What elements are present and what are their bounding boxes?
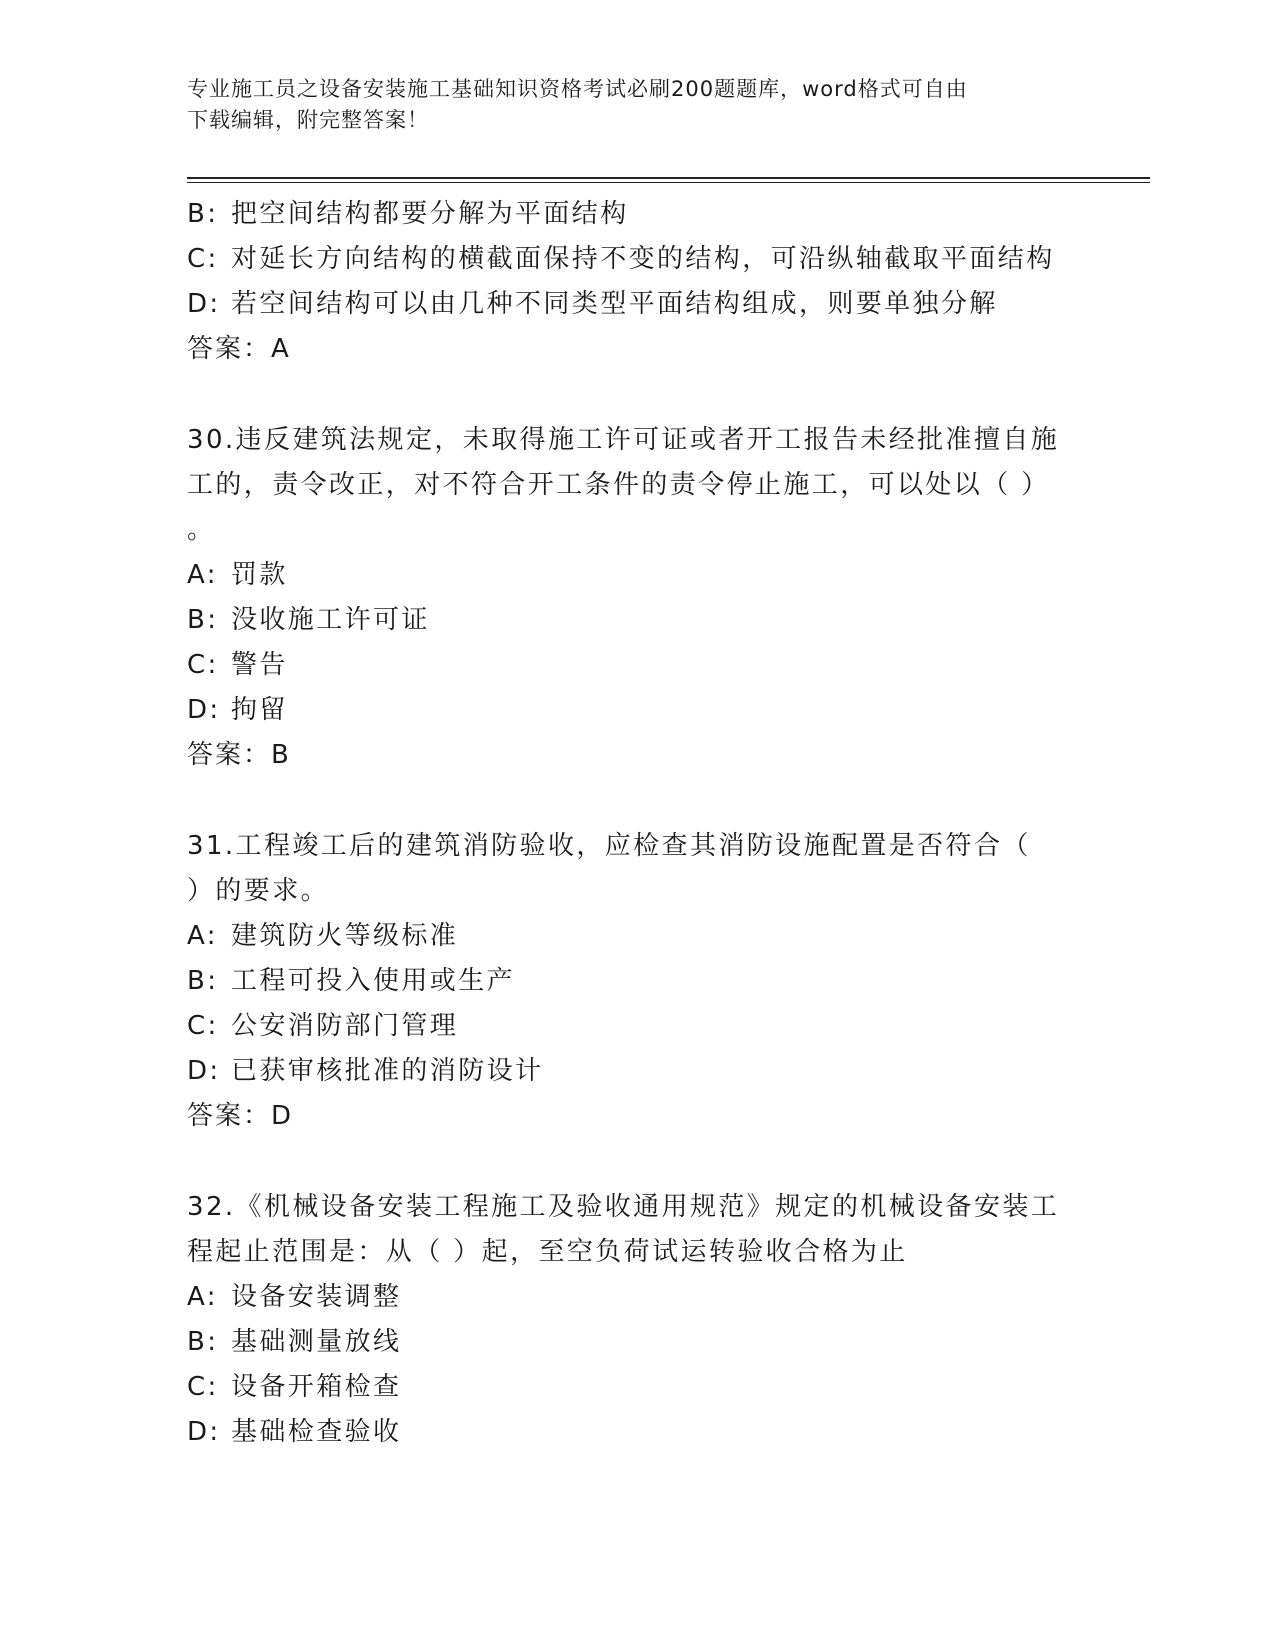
option-c xyxy=(187,643,1087,688)
option-letter: B: xyxy=(187,1327,219,1357)
question-text-line: 30.违反建筑法规定，未取得施工许可证或者开工报告未经批准擅自施 xyxy=(187,425,1060,455)
option-b xyxy=(187,598,1087,643)
spacer xyxy=(187,1139,1087,1185)
option-text: 对延长方向结构的横截面保持不变的结构，可沿纵轴截取平面结构 xyxy=(231,244,1055,274)
header-rule-thick xyxy=(187,177,1150,179)
option-text: 已获审核批准的消防设计 xyxy=(231,1056,544,1086)
question-text-line: 工的，责令改正，对不符合开工条件的责令停止施工，可以处以（ ） xyxy=(187,470,1050,500)
option-letter: B: xyxy=(187,199,219,229)
answer-line: 答案：B xyxy=(187,740,291,770)
option-letter: D: xyxy=(187,1056,221,1086)
question-text-line: ）的要求。 xyxy=(187,876,330,906)
header-line-1: 专业施工员之设备安装施工基础知识资格考试必刷200题题库，word格式可自由 xyxy=(187,77,968,101)
option-letter: D: xyxy=(187,695,221,725)
option-text: 工程可投入使用或生产 xyxy=(231,966,516,996)
option-letter: B: xyxy=(187,966,219,996)
option-c xyxy=(187,237,1087,282)
option-text: 设备开箱检查 xyxy=(231,1372,402,1402)
option-letter: A: xyxy=(187,1282,218,1312)
option-c xyxy=(187,1004,1087,1049)
option-letter: B: xyxy=(187,605,219,635)
header-rule-thin xyxy=(187,182,1150,183)
option-letter: C: xyxy=(187,1011,219,1041)
option-text: 若空间结构可以由几种不同类型平面结构组成，则要单独分解 xyxy=(231,289,998,319)
option-c xyxy=(187,1365,1087,1410)
spacer xyxy=(187,372,1087,418)
option-d xyxy=(187,282,1087,327)
option-text: 没收施工许可证 xyxy=(231,605,430,635)
option-text: 公安消防部门管理 xyxy=(231,1011,459,1041)
option-d xyxy=(187,1410,1087,1455)
spacer xyxy=(187,778,1087,824)
question-29-continued xyxy=(187,192,1087,372)
option-text: 拘留 xyxy=(231,695,288,725)
question-30 xyxy=(187,418,1087,778)
page-header xyxy=(187,74,1067,136)
option-text: 把空间结构都要分解为平面结构 xyxy=(231,199,629,229)
answer-line: 答案：A xyxy=(187,334,291,364)
option-text: 基础检查验收 xyxy=(231,1417,402,1447)
question-text-line: 32.《机械设备安装工程施工及验收通用规范》规定的机械设备安装工 xyxy=(187,1192,1060,1222)
option-text: 基础测量放线 xyxy=(231,1327,402,1357)
option-letter: C: xyxy=(187,650,219,680)
option-text: 设备安装调整 xyxy=(231,1282,402,1312)
option-b xyxy=(187,192,1087,237)
option-d xyxy=(187,1049,1087,1094)
option-letter: D: xyxy=(187,289,221,319)
question-text-line: 程起止范围是：从（ ）起，至空负荷试运转验收合格为止 xyxy=(187,1237,908,1267)
option-a xyxy=(187,1275,1087,1320)
question-31 xyxy=(187,824,1087,1139)
option-letter: A: xyxy=(187,560,218,590)
option-text: 建筑防火等级标准 xyxy=(231,921,459,951)
question-text-line: 31.工程竣工后的建筑消防验收，应检查其消防设施配置是否符合（ xyxy=(187,831,1031,861)
option-b xyxy=(187,959,1087,1004)
option-text: 警告 xyxy=(231,650,288,680)
option-letter: D: xyxy=(187,1417,221,1447)
header-line-2: 下载编辑，附完整答案！ xyxy=(187,108,429,132)
option-letter: C: xyxy=(187,1372,219,1402)
option-a xyxy=(187,553,1087,598)
question-text-line: 。 xyxy=(187,515,216,545)
option-a xyxy=(187,914,1087,959)
option-text: 罚款 xyxy=(231,560,288,590)
answer-line: 答案：D xyxy=(187,1101,294,1131)
question-32 xyxy=(187,1185,1087,1455)
document-body xyxy=(187,192,1087,1455)
option-letter: A: xyxy=(187,921,218,951)
option-b xyxy=(187,1320,1087,1365)
option-letter: C: xyxy=(187,244,219,274)
option-d xyxy=(187,688,1087,733)
